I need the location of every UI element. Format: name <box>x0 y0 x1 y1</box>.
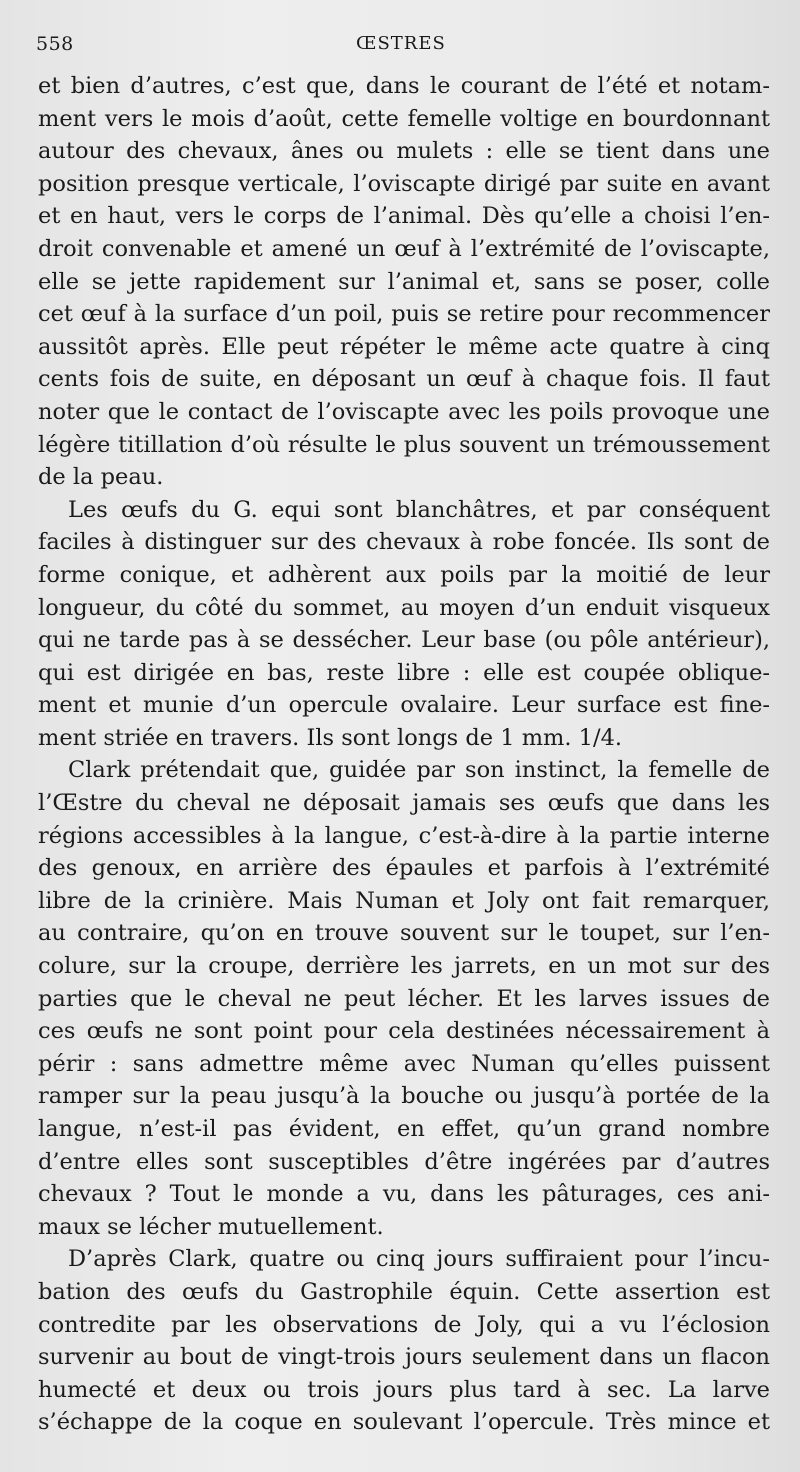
text-line: ment striée en travers. Ils sont longs de 1 mm. 1/4. <box>38 724 623 751</box>
text-line: elle se jette rapidement sur l’animal et, sans se poser, colle <box>38 268 770 295</box>
text-line: ment et munie d’un opercule ovalaire. Leur surface est fine- <box>38 692 770 719</box>
text-line: parties que le cheval ne peut lécher. Et les larves issues de <box>38 985 770 1012</box>
text-line: périr : sans admettre même avec Numan qu’elles puissent <box>38 1050 770 1077</box>
text-line: maux se lécher mutuellement. <box>38 1213 384 1240</box>
text-line: cet œuf à la surface d’un poil, puis se retire pour recommencer <box>38 301 770 328</box>
text-line: qui ne tarde pas à se dessécher. Leur base (ou pôle antérieur), <box>38 627 770 654</box>
text-line: ces œufs ne sont point pour cela destinées nécessairement à <box>38 1018 770 1045</box>
text-line: l’Œstre du cheval ne déposait jamais ses œufs que dans les <box>38 790 770 817</box>
text-line: légère titillation d’où résulte le plus souvent un trémoussement <box>38 431 770 458</box>
running-title: ŒSTRES <box>356 33 446 54</box>
body-text <box>38 70 770 1439</box>
text-line: s’échappe de la coque en soulevant l’opercule. Très mince et <box>38 1409 770 1436</box>
text-line: et en haut, vers le corps de l’animal. Dès qu’elle a choisi l’en- <box>38 203 770 230</box>
text-line: et bien d’autres, c’est que, dans le courant de l’été et notam- <box>38 73 770 99</box>
text-line: forme conique, et adhèrent aux poils par la moitié de leur <box>38 561 770 588</box>
text-line: faciles à distinguer sur des chevaux à robe foncée. Ils sont de <box>38 529 770 556</box>
text-line: cents fois de suite, en déposant un œuf à chaque fois. Il faut <box>38 366 770 393</box>
text-line: libre de la crinière. Mais Numan et Joly ont fait remarquer, <box>38 887 770 914</box>
text-line: autour des chevaux, ânes ou mulets : elle se tient dans une <box>38 138 770 165</box>
text-line: aussitôt après. Elle peut répéter le même acte quatre à cinq <box>38 333 770 360</box>
text-line: qui est dirigée en bas, reste libre : elle est coupée oblique- <box>38 659 770 686</box>
text-line: ramper sur la peau jusqu’à la bouche ou jusqu’à portée de la <box>38 1083 770 1110</box>
text-line: Les œufs du G. equi sont blanchâtres, et par conséquent <box>68 496 770 523</box>
text-line: Clark prétendait que, guidée par son instinct, la femelle de <box>68 757 770 784</box>
text-line: colure, sur la croupe, derrière les jarrets, en un mot sur des <box>38 953 770 980</box>
text-line: langue, n’est-il pas évident, en effet, qu’un grand nombre <box>38 1116 770 1142</box>
text-line: droit convenable et amené un œuf à l’extrémité de l’oviscapte, <box>38 235 770 262</box>
page-number: 558 <box>36 33 74 55</box>
text-line: chevaux ? Tout le monde a vu, dans les pâturages, ces ani- <box>38 1181 770 1208</box>
text-line: position presque verticale, l’oviscapte dirigé par suite en avant <box>38 170 770 197</box>
text-line: bation des œufs du Gastrophile équin. Cette assertion est <box>38 1278 770 1305</box>
text-line: des genoux, en arrière des épaules et parfois à l’extrémité <box>38 855 770 882</box>
text-line: noter que le contact de l’oviscapte avec les poils provoque une <box>38 398 770 425</box>
text-line: survenir au bout de vingt-trois jours seulement dans un flacon <box>38 1344 770 1371</box>
text-line: contredite par les observations de Joly, qui a vu l’éclosion <box>38 1311 770 1338</box>
text-line: au contraire, qu’on en trouve souvent sur le toupet, sur l’en- <box>38 920 770 947</box>
text-line: de la peau. <box>38 464 164 491</box>
text-line: humecté et deux ou trois jours plus tard à sec. La larve <box>38 1376 770 1403</box>
text-line: ment vers le mois d’août, cette femelle voltige en bourdonnant <box>38 105 770 132</box>
text-line: d’entre elles sont susceptibles d’être ingérées par d’autres <box>38 1148 770 1175</box>
text-line: longueur, du côté du sommet, au moyen d’un enduit visqueux <box>38 594 770 621</box>
text-line: D’après Clark, quatre ou cinq jours suffiraient pour l’incu- <box>68 1246 770 1273</box>
text-line: régions accessibles à la langue, c’est-à-dire à la partie interne <box>38 822 770 849</box>
